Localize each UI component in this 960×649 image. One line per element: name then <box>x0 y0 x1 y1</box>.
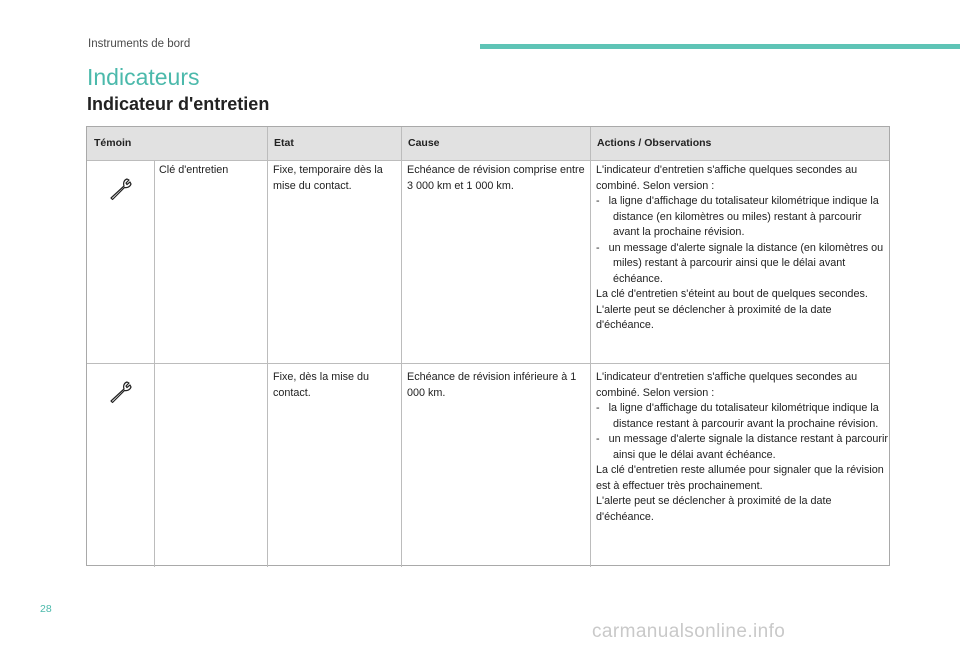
watermark: carmanualsonline.info <box>592 621 786 642</box>
actions-outro: La clé d'entretien reste allumée pour signaler que la révision est à effectuer très prochainement. <box>596 464 884 492</box>
chapter-title: Instruments de bord <box>88 38 191 50</box>
column-divider <box>590 127 591 567</box>
subsection-title: Indicateur d'entretien <box>87 94 270 114</box>
table-header-temoin: Témoin <box>87 127 267 160</box>
row-divider <box>87 363 889 364</box>
etat-cell: Fixe, temporaire dès la mise du contact. <box>273 164 383 192</box>
etat-cell: Fixe, dès la mise du contact. <box>273 371 370 399</box>
actions-cell <box>596 370 888 525</box>
wrench-icon <box>108 379 134 405</box>
section-title: Indicateurs <box>87 64 200 90</box>
header-accent-bar <box>480 44 960 49</box>
actions-outro: L'alerte peut se déclencher à proximité de la date d'échéance. <box>596 303 832 331</box>
actions-outro: L'alerte peut se déclencher à proximité de la date d'échéance. <box>596 495 832 523</box>
actions-bullet: - un message d'alerte signale la distance restant à parcourir ainsi que le délai avant échéance. <box>596 433 888 461</box>
row-divider <box>87 160 889 161</box>
actions-cell <box>596 163 888 334</box>
cause-cell: Echéance de révision inférieure à 1 000 km. <box>407 371 577 399</box>
actions-bullet: - la ligne d'affichage du totalisateur kilométrique indique la distance restant à parcourir avant la prochaine révision. <box>596 402 879 430</box>
column-divider <box>401 127 402 567</box>
indicator-label: Clé d'entretien <box>159 164 229 176</box>
actions-bullet: - la ligne d'affichage du totalisateur kilométrique indique la distance (en kilomètres ou miles) restant à parcourir avant la prochaine révision. <box>596 195 879 238</box>
wrench-icon <box>108 176 134 202</box>
actions-bullet: - un message d'alerte signale la distance (en kilomètres ou miles) restant à parcourir ainsi que le délai avant échéance. <box>596 241 884 285</box>
page-number: 28 <box>40 603 52 615</box>
column-divider <box>267 127 268 567</box>
table-header-cause: Cause <box>401 127 590 160</box>
cause-cell: Echéance de révision comprise entre 3 000 km et 1 000 km. <box>407 164 585 192</box>
table-header-etat: Etat <box>267 127 401 160</box>
actions-intro: L'indicateur d'entretien s'affiche quelques secondes au combiné. Selon version : <box>596 371 858 399</box>
actions-intro: L'indicateur d'entretien s'affiche quelques secondes au combiné. Selon version : <box>596 164 858 192</box>
table-header-actions: Actions / Observations <box>590 127 889 160</box>
maintenance-indicator-table <box>86 126 890 566</box>
actions-outro: La clé d'entretien s'éteint au bout de quelques secondes. <box>596 288 868 300</box>
